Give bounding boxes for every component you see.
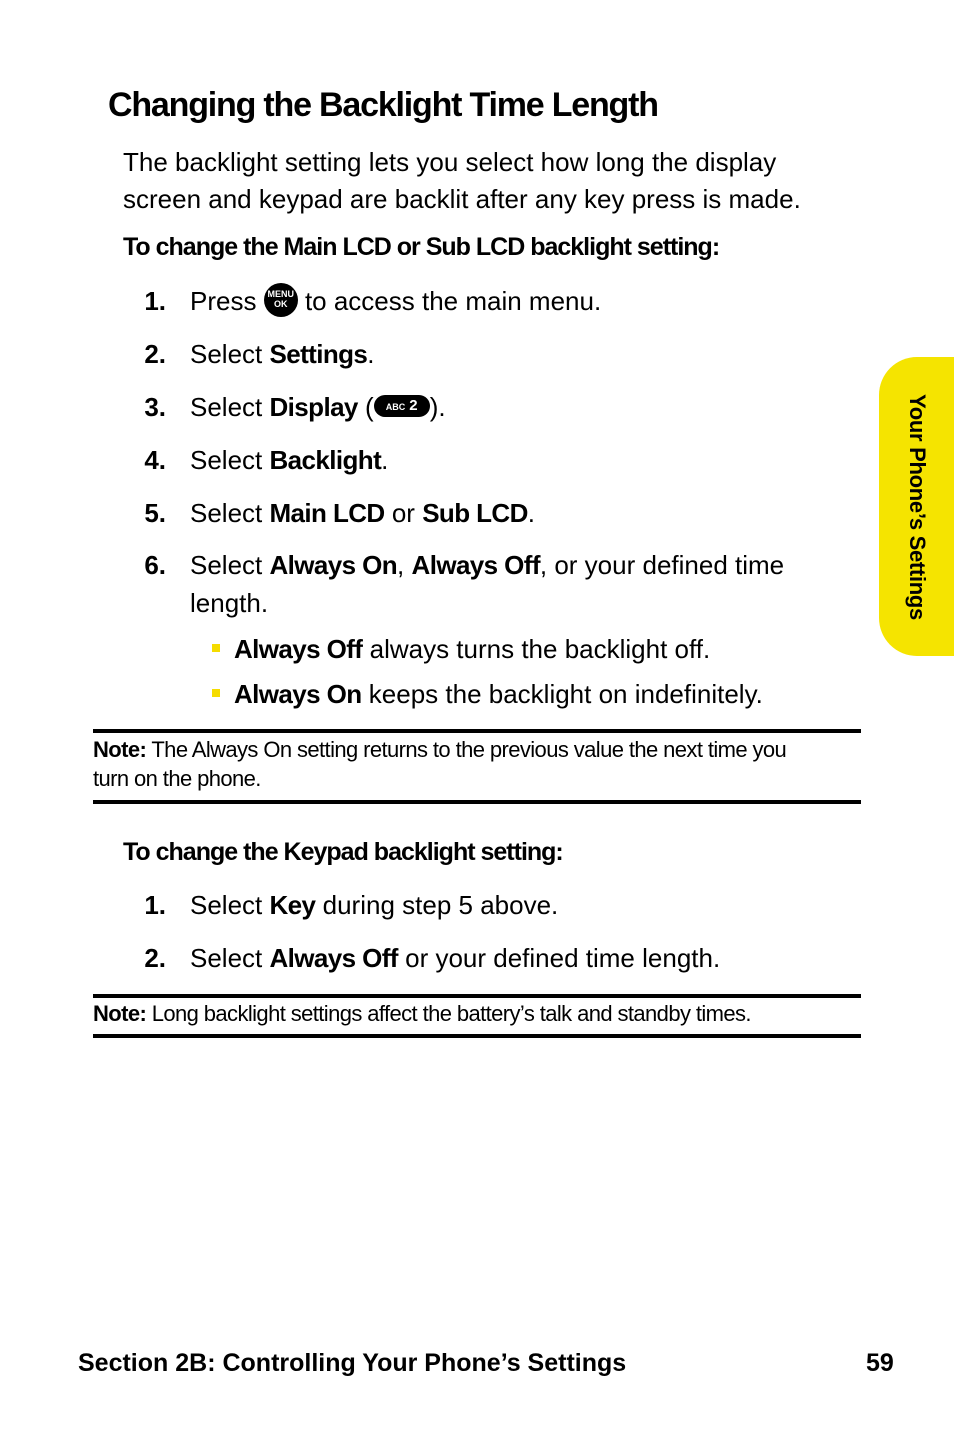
option-always-on: Always On [269,550,398,580]
section-side-tab [879,357,954,656]
step-number: 1. [144,890,166,920]
page-number: 59 [866,1349,894,1377]
step-number: 2. [144,943,166,973]
bullet-always-off [212,634,710,665]
option-always-off: Always Off [269,943,398,973]
note-1 [93,735,873,793]
step-text: Press [190,286,257,316]
step-text: during step 5 above. [322,890,559,920]
note-text: Long backlight settings affect the battery’s talk and standby times. [151,1001,751,1026]
menu-item-display: Display [269,392,358,422]
step-text: or your defined time length. [405,943,721,973]
note-top-rule [93,729,861,733]
note-top-rule [93,994,861,998]
step-text: Select [190,498,263,528]
menu-item-main-lcd: Main LCD [269,498,385,528]
step-number: 3. [144,392,166,422]
step-text: to access the main menu. [304,286,602,316]
bullet-text: always turns the backlight off. [369,634,711,664]
note-label: Note: [93,1001,147,1026]
punctuation: . [527,498,535,528]
footer-section-title: Section 2B: Controlling Your Phone’s Settings [78,1349,627,1377]
step-4 [142,445,842,479]
step-5 [142,498,842,532]
bullet-square-icon [212,644,220,652]
step-text: or [391,498,415,528]
bullet-always-on [212,679,763,710]
side-tab-label: Your Phone’s Settings [904,393,930,620]
step-text: Select [190,339,263,369]
punctuation: ). [429,392,446,422]
punctuation: ( [365,392,374,422]
step-number: 6. [144,550,166,580]
step-number: 1. [144,286,166,316]
menu-ok-key-icon: MENU OK [264,283,298,317]
option-always-off: Always Off [411,550,540,580]
step-3 [142,392,842,426]
note-text: The Always On setting returns to the previous value the next time you [151,737,787,762]
page-title: Changing the Backlight Time Length [108,86,658,124]
menu-item-settings: Settings [269,339,368,369]
step-2 [142,339,842,373]
step-text: Select [190,445,263,475]
note-bottom-rule [93,800,861,804]
menu-item-key: Key [269,890,316,920]
keypad-step-2 [142,943,842,977]
note-2 [93,999,873,1028]
step-text: Select [190,943,263,973]
menu-item-sub-lcd: Sub LCD [422,498,528,528]
step-number: 4. [144,445,166,475]
intro-paragraph: The backlight setting lets you select how long the display screen and keypad are backlit after any key press is made. [123,147,801,214]
step-text: Select [190,550,263,580]
step-text: , or your defined time [539,550,785,580]
keypad-step-1 [142,890,842,924]
note-bottom-rule [93,1034,861,1038]
step-text: Select [190,392,263,422]
step-number: 2. [144,339,166,369]
bullet-square-icon [212,689,220,697]
menu-item-backlight: Backlight [269,445,382,475]
punctuation: , [397,550,405,580]
step-text: Select [190,890,263,920]
bullet-text: keeps the backlight on indefinitely. [368,679,763,709]
abc-2-key-icon: ABC 2 [374,395,430,417]
step-number: 5. [144,498,166,528]
bullet-term: Always Off [234,634,363,664]
punctuation: . [381,445,389,475]
step-6 [142,550,842,630]
step-1 [142,286,842,320]
section2-heading: To change the Keypad backlight setting: [123,838,563,866]
punctuation: . [367,339,375,369]
step-text-continued: length. [190,588,269,618]
section1-heading: To change the Main LCD or Sub LCD backlight setting: [123,233,720,261]
note-label: Note: [93,737,147,762]
note-text-continued: turn on the phone. [93,766,261,791]
bullet-term: Always On [234,679,362,709]
